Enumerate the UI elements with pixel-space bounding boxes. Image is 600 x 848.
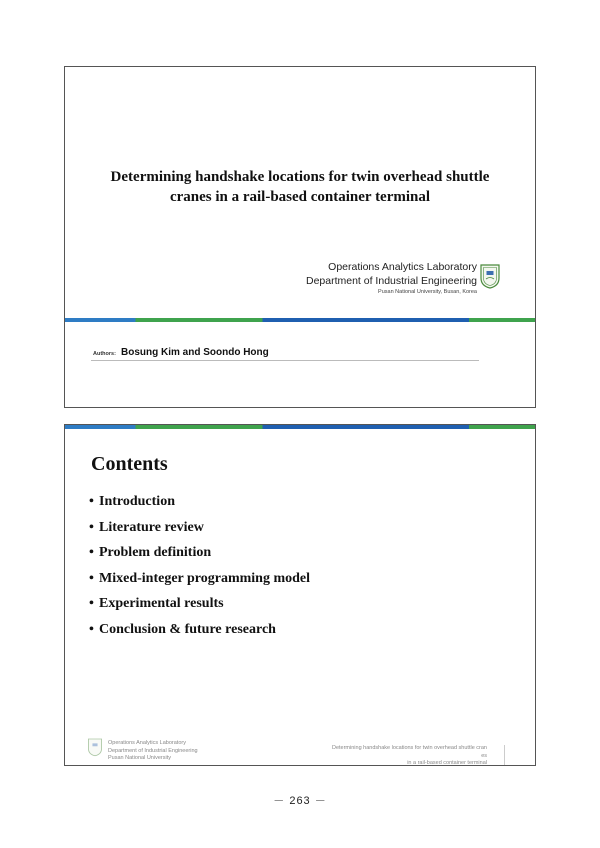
bullet-icon: • bbox=[89, 519, 94, 535]
list-item bbox=[89, 568, 310, 594]
list-item bbox=[89, 619, 310, 645]
title-slide bbox=[64, 66, 536, 408]
title-line-2: cranes in a rail-based container terminal bbox=[169, 189, 431, 205]
bullet-icon: • bbox=[89, 545, 94, 561]
bullet-icon: • bbox=[89, 570, 94, 586]
list-item-label: Conclusion & future research bbox=[99, 621, 276, 637]
authors-label: Authors: bbox=[93, 351, 116, 357]
list-item bbox=[89, 517, 310, 543]
university-name: Pusan National University, Busan, Korea bbox=[378, 289, 477, 295]
footer-divider bbox=[504, 745, 505, 766]
list-item-label: Problem definition bbox=[99, 545, 212, 561]
footer-title-line-2: es bbox=[481, 752, 487, 759]
footer-title bbox=[317, 745, 487, 766]
list-item-label: Mixed-integer programming model bbox=[99, 570, 311, 586]
footer-department: Department of Industrial Engineering bbox=[108, 747, 198, 754]
footer-lab: Operations Analytics Laboratory bbox=[108, 740, 186, 746]
affiliation-block bbox=[306, 260, 477, 297]
department-name: Department of Industrial Engineering bbox=[305, 275, 477, 287]
page-number: － 263 － bbox=[273, 795, 327, 807]
list-item-label: Experimental results bbox=[99, 596, 224, 612]
footer-title-line-3: in a rail-based container terminal bbox=[407, 760, 487, 766]
presentation-title bbox=[85, 167, 515, 207]
author-names: Bosung Kim and Soondo Hong bbox=[121, 347, 269, 358]
university-seal-icon bbox=[479, 263, 501, 289]
bullet-icon: • bbox=[89, 621, 94, 637]
contents-title: Contents bbox=[91, 453, 168, 475]
list-item-label: Introduction bbox=[99, 494, 175, 509]
bullet-icon: • bbox=[89, 596, 94, 612]
footer-affiliation bbox=[108, 740, 198, 763]
title-line-1: Determining handshake locations for twin overhead shuttle bbox=[110, 169, 490, 185]
footer-university: Pusan National University bbox=[108, 755, 171, 761]
header-bar bbox=[65, 425, 535, 429]
list-item-label: Literature review bbox=[99, 519, 204, 535]
footer-seal-icon bbox=[87, 737, 103, 757]
list-item bbox=[89, 491, 310, 517]
list-item bbox=[89, 542, 310, 568]
contents-slide bbox=[64, 424, 536, 766]
footer-title-line-1: Determining handshake locations for twin overhead shuttle cran bbox=[331, 745, 487, 751]
lab-name: Operations Analytics Laboratory bbox=[328, 261, 477, 273]
bullet-icon: • bbox=[89, 494, 94, 509]
title-divider-bar bbox=[65, 318, 535, 322]
author-underline bbox=[91, 360, 479, 361]
contents-list bbox=[89, 491, 310, 645]
list-item bbox=[89, 593, 310, 619]
